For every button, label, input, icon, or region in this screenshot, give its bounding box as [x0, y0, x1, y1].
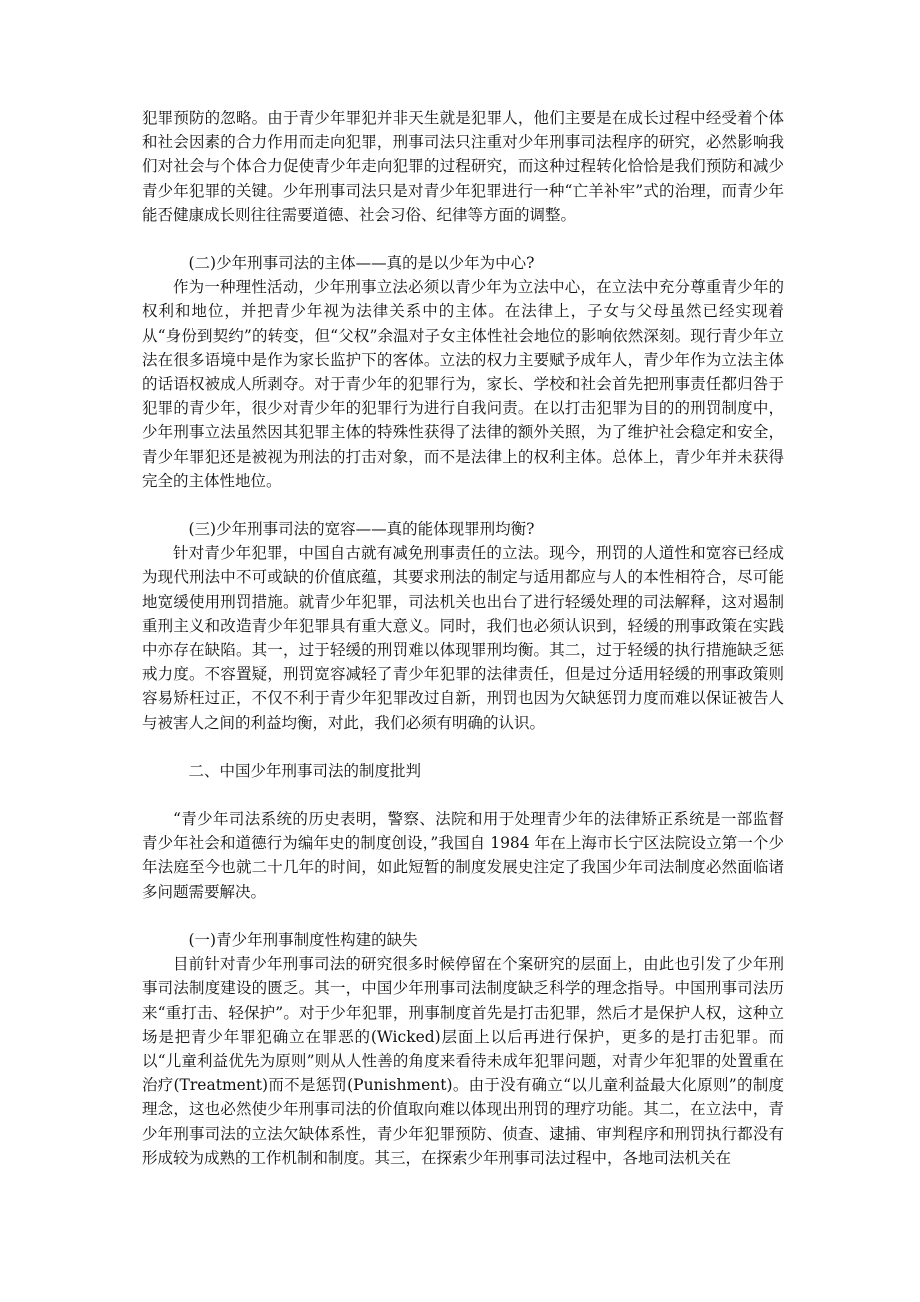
paragraph-gap [142, 783, 784, 807]
paragraph-crime-prevention: 犯罪预防的忽略。由于青少年罪犯并非天生就是犯罪人，他们主要是在成长过程中经受着个体和社会因素的合力作用而走向犯罪，刑事司法只注重对少年刑事司法程序的研究，必然影响我们对社会与个体合力促使青少年走向犯罪的过程研究，而这种过程转化恰恰是我们预防和减少青少年犯罪的关键。少年刑事司法只是对青少年犯罪进行一种“亡羊补牢”式的治理，而青少年能否健康成长则往往需要道德、社会习俗、纪律等方面的调整。 [142, 109, 784, 224]
paragraph-subject: 作为一种理性活动，少年刑事立法必须以青少年为立法中心，在立法中充分尊重青少年的权利和地位，并把青少年视为法律关系中的主体。在法律上，子女与父母虽然已经实现着从“身份到契约”的转变，但“父权”余温对子女主体性社会地位的影响依然深刻。现行青少年立法在很多语境中是作为家长监护下的客体。立法的权力主要赋予成年人，青少年作为立法主体的话语权被成人所剥夺。对于青少年的犯罪行为，家长、学校和社会首先把刑事责任都归咎于犯罪的青少年，很少对青少年的犯罪行为进行自我问责。在以打击犯罪为目的的刑罚制度中，少年刑事立法虽然因其犯罪主体的特殊性获得了法律的额外关照，为了维护社会稳定和安全，青少年罪犯还是被视为刑法的打击对象，而不是法律上的权利主体。总体上，青少年并未获得完全的主体性地位。 [142, 278, 784, 490]
document-page [142, 106, 784, 1170]
paragraph-history: “青少年司法系统的历史表明，警察、法院和用于处理青少年的法律矫正系统是一部监督青少年社会和道德行为编年史的制度创设，”我国自 1984 年在上海市长宁区法院设立第一个少年法庭至今也就二十几年的时间，如此短暂的制度发展史注定了我国少年司法制度必然面临诸多问题需要解决。 [142, 810, 784, 901]
paragraph-gap [142, 904, 784, 928]
section-heading-deficiency: (一)青少年刑事制度性构建的缺失 [188, 930, 418, 949]
section-heading-subject: (二)少年刑事司法的主体——真的是以少年为中心? [188, 254, 535, 273]
section-heading-tolerance: (三)少年刑事司法的宽容——真的能体现罪刑均衡? [188, 520, 535, 539]
paragraph-gap [142, 735, 784, 759]
paragraph-deficiency: 目前针对青少年刑事司法的研究很多时候停留在个案研究的层面上，由此也引发了少年刑事司法制度建设的匮乏。其一，中国少年刑事司法制度缺乏科学的理念指导。中国刑事司法历来“重打击、轻保护”。对于少年犯罪，刑事制度首先是打击犯罪，然后才是保护人权，这种立场是把青少年罪犯确立在罪恶的(Wicked)层面上以后再进行保护，更多的是打击犯罪。而以“儿童利益优先为原则”则从人性善的角度来看待未成年犯罪问题，对青少年犯罪的处置重在治疗(Treatment)而不是惩罚(Punishment)。由于没有确立“以儿童利益最大化原则”的制度理念，这也必然使少年刑事司法的价值取向难以体现出刑罚的理疗功能。其二，在立法中，青少年刑事司法的立法欠缺体系性，青少年犯罪预防、侦查、逮捕、审判程序和刑罚执行都没有形成较为成熟的工作机制和制度。其三，在探索少年刑事司法过程中，各地司法机关在 [142, 955, 784, 1167]
chapter-heading-critique: 二、中国少年刑事司法的制度批判 [188, 761, 422, 780]
paragraph-tolerance: 针对青少年犯罪，中国自古就有减免刑事责任的立法。现今，刑罚的人道性和宽容已经成为现代刑法中不可或缺的价值底蕴，其要求刑法的制定与适用都应与人的本性相符合，尽可能地宽缓使用刑罚措施。就青少年犯罪，司法机关也出台了进行轻缓处理的司法解释，这对遏制重刑主义和改造青少年犯罪具有重大意义。同时，我们也必须认识到，轻缓的刑事政策在实践中亦存在缺陷。其一，过于轻缓的刑罚难以体现罪刑均衡。其二，过于轻缓的执行措施缺乏惩戒力度。不容置疑，刑罚宽容减轻了青少年犯罪的法律责任，但是过分适用轻缓的刑事政策则容易矫枉过正，不仅不利于青少年犯罪改过自新，刑罚也因为欠缺惩罚力度而难以保证被告人与被害人之间的利益均衡，对此，我们必须有明确的认识。 [142, 544, 784, 732]
paragraph-gap [142, 493, 784, 517]
paragraph-gap [142, 227, 784, 251]
